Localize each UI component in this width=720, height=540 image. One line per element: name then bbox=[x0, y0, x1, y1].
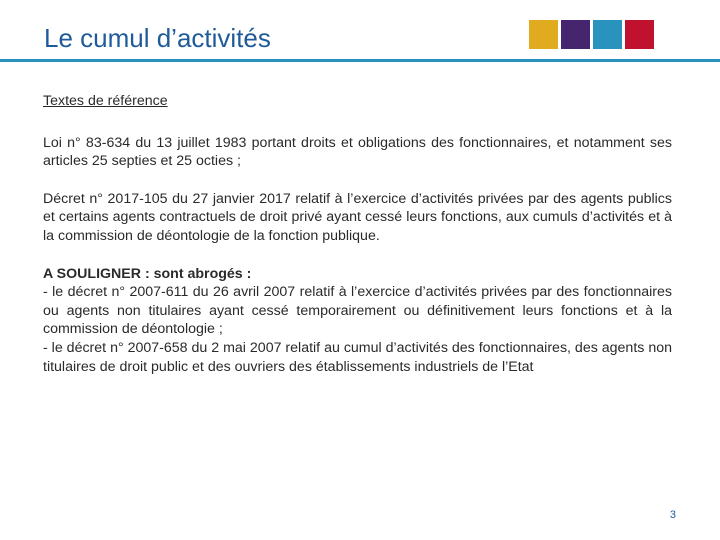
color-block-blue bbox=[593, 20, 622, 49]
abrogated-item-2: - le décret n° 2007-658 du 2 mai 2007 relatif au cumul d’activités des fonctionnaires, des agents non titulaires de droit public et des ouvriers des établissements industriels de l’Etat bbox=[43, 339, 672, 375]
color-block-yellow bbox=[529, 20, 558, 49]
color-block-red bbox=[625, 20, 654, 49]
law-paragraph: Loi n° 83-634 du 13 juillet 1983 portant droits et obligations des fonctionnaires, et notamment ses articles 25 septies et 25 octies ; bbox=[43, 134, 672, 170]
highlight-heading: A SOULIGNER : sont abrogés : bbox=[43, 265, 252, 282]
title-divider bbox=[0, 59, 720, 62]
slide-content bbox=[43, 92, 672, 376]
color-block-purple bbox=[561, 20, 590, 49]
abrogated-item-1: - le décret n° 2007-611 du 26 avril 2007 relatif à l’exercice d’activités privées par des fonctionnaires ou agents non titulaires ayant cessé temporairement ou définitivement leurs fonctions et à la commission de déontologie ; bbox=[43, 284, 672, 338]
reference-heading: Textes de référence bbox=[43, 93, 168, 109]
page-number: 3 bbox=[669, 509, 676, 521]
decree-paragraph: Décret n° 2017-105 du 27 janvier 2017 relatif à l’exercice d’activités privées par des agents publics et certains agents contractuels de droit privé ayant cessé leurs fonctions, aux cumuls d’activités et à la commission de déontologie de la fonction publique. bbox=[43, 190, 672, 244]
slide-title: Le cumul d’activités bbox=[44, 23, 271, 53]
brand-color-blocks bbox=[529, 20, 654, 49]
